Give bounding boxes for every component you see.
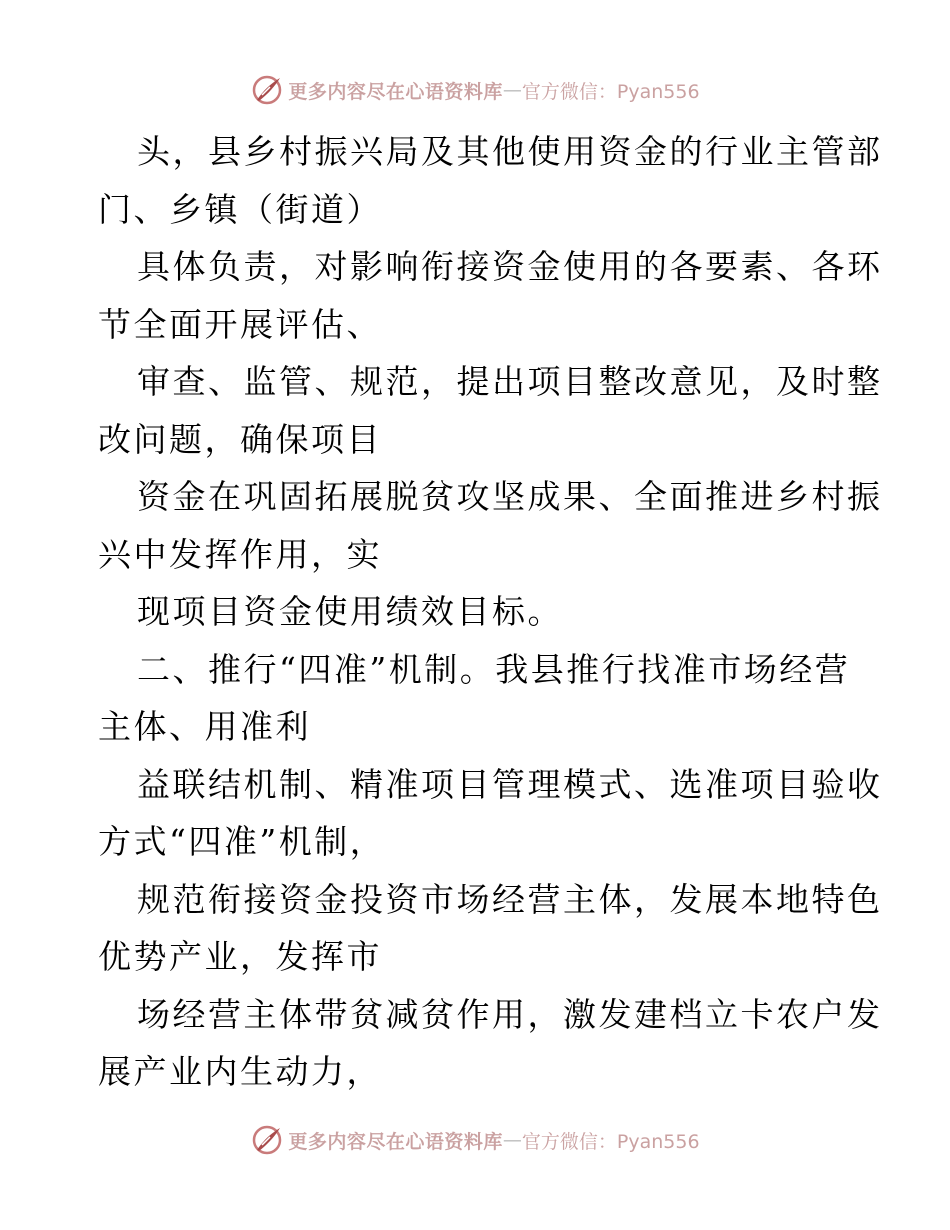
paragraph-line: 改问题，确保项目 [98, 419, 382, 459]
paragraph-line: 现项目资金使用绩效目标。 [137, 592, 563, 631]
quill-pen-logo-icon [250, 73, 284, 107]
paragraph-line: 方式“四准”机制， [98, 822, 386, 861]
paragraph-line: 规范衔接资金投资市场经营主体，发展本地特色 [137, 879, 883, 919]
quill-pen-logo-icon [250, 1123, 284, 1157]
paragraph-line: 主体、用准利 [98, 707, 311, 746]
paragraph-line: 优势产业，发挥市 [98, 937, 382, 976]
paragraph-line: 场经营主体带贫减贫作用，激发建档立卡农户发 [137, 994, 883, 1034]
document-body [98, 123, 883, 1101]
watermark-wechat: 官方微信：Pyan556 [521, 1130, 700, 1153]
watermark-wechat: 官方微信：Pyan556 [521, 80, 700, 103]
paragraph-line: 二、推行“四准”机制。我县推行找准市场经营 [137, 649, 851, 689]
paragraph-line: 审查、监管、规范，提出项目整改意见，及时整 [137, 362, 883, 401]
paragraph-line: 兴中发挥作用，实 [98, 534, 382, 574]
paragraph-line: 节全面开展评估、 [98, 304, 382, 344]
paragraph-line: 具体负责，对影响衔接资金使用的各要素、各环 [137, 247, 883, 286]
watermark-brand: 更多内容尽在心语资料库 [288, 80, 503, 103]
watermark-dash: — [502, 1129, 522, 1151]
paragraph-line: 资金在巩固拓展脱贫攻坚成果、全面推进乡村振 [137, 477, 883, 516]
paragraph-line: 展产业内生动力， [98, 1052, 382, 1091]
paragraph-line: 益联结机制、精准项目管理模式、选准项目验收 [137, 764, 883, 804]
footer-watermark [0, 1122, 950, 1158]
header-watermark [0, 72, 950, 108]
watermark-brand: 更多内容尽在心语资料库 [288, 1130, 503, 1153]
paragraph-line: 头，县乡村振兴局及其他使用资金的行业主管部 [137, 132, 883, 171]
paragraph-line: 门、乡镇（街道） [98, 189, 382, 229]
watermark-dash: — [502, 79, 522, 101]
